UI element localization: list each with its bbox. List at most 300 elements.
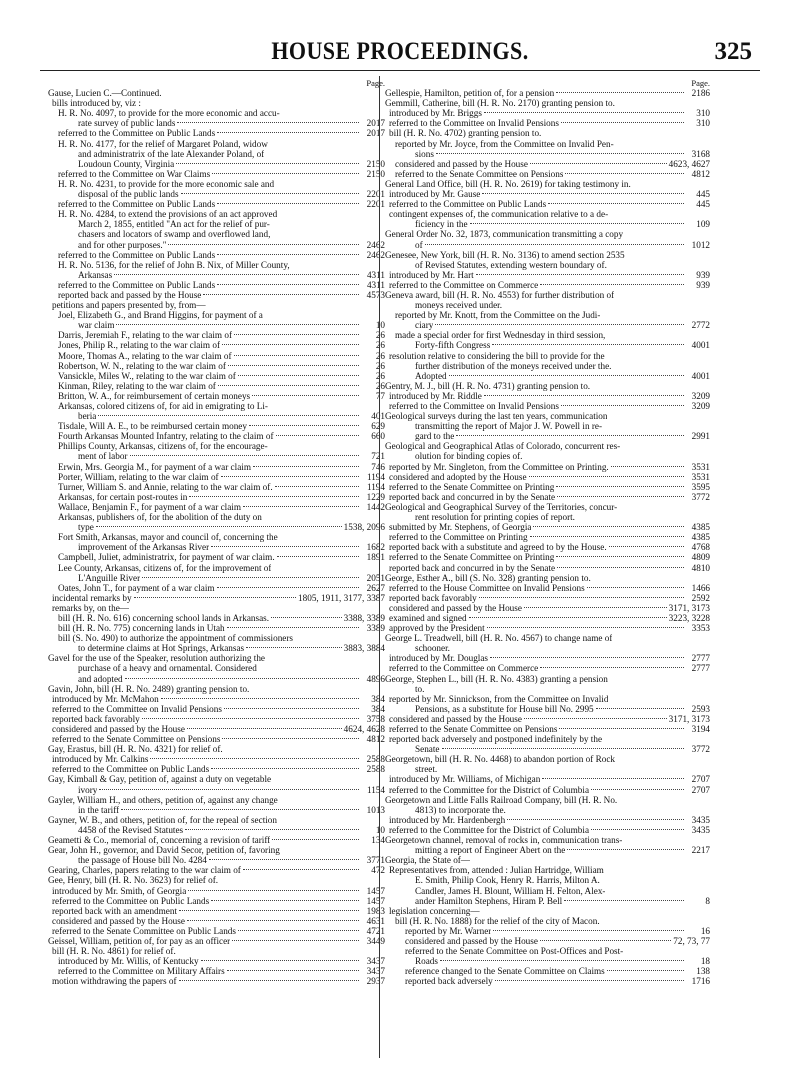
index-entry-text: of Revised Statutes, extending western boundary of.: [415, 259, 607, 270]
index-entry-text: referred to the Senate Committee on Printing: [389, 552, 555, 563]
dot-leader: [142, 712, 359, 719]
index-entry-text: Porter, William, relating to the war claim of: [58, 471, 219, 482]
dot-leader: [533, 520, 684, 527]
page-reference: 3595: [691, 481, 710, 492]
index-line: [48, 139, 385, 149]
page-reference: 310: [696, 108, 710, 119]
index-entry-text: reported back adversely and postponed indefinitely by the: [389, 734, 603, 745]
index-entry-text: Britton, W. A., for reimbursement of certain moneys: [58, 390, 251, 401]
page-reference: 3449: [366, 935, 385, 946]
index-line: [385, 684, 710, 694]
index-entry-text: schooner.: [415, 643, 450, 654]
dot-leader: [507, 813, 684, 820]
page-reference: 4812: [691, 168, 710, 179]
dot-leader: [271, 611, 342, 618]
index-entry-text: Tisdale, Will A. E., to be reimbursed certain money: [58, 421, 247, 432]
dot-leader: [530, 530, 684, 537]
index-entry-text: Geological and Geographical Survey of the Territories, concur-: [385, 501, 618, 512]
dot-leader: [249, 419, 359, 426]
index-entry-text: of: [415, 239, 423, 250]
page-reference: 3171, 3173: [668, 713, 710, 724]
index-entry-text: E. Smith, Philip Cook, Henry R. Harris, Milton A.: [415, 875, 600, 886]
page-reference: 4624, 4628: [343, 724, 385, 734]
index-entry-text: Darris, Jeremiah F., relating to the war claim of: [58, 330, 233, 341]
index-entry-text: chasers and locators of swamp and overflowed land,: [78, 229, 271, 240]
index-entry-text: further distribution of the moneys received under the.: [415, 360, 612, 371]
page-reference: 939: [696, 269, 710, 280]
page-reference: 1457: [366, 895, 385, 906]
index-line: [385, 250, 710, 260]
dot-leader: [142, 571, 359, 578]
index-entry-text: Georgetown and Little Falls Railroad Company, bill (H. R. No.: [385, 794, 618, 805]
dot-leader: [116, 318, 359, 325]
page-reference: 3171, 3173: [668, 602, 710, 613]
index-entry-text: reported by Mr. Joyce, from the Committee on Invalid Pen-: [395, 138, 614, 149]
index-entry-text: referred to the Committee on War Claims: [58, 168, 211, 179]
page-reference: 4812: [366, 734, 385, 745]
page-reference: 77: [375, 390, 385, 401]
index-entry-text: ciary: [415, 320, 434, 331]
dot-leader: [565, 167, 684, 174]
index-entry-text: referred to the Committee on Commerce: [389, 279, 539, 290]
page-title: HOUSE PROCEEDINGS.: [271, 38, 529, 65]
index-entry-text: transmitting the report of Major J. W. Powell in re-: [415, 421, 603, 432]
page-reference: 1891: [366, 552, 385, 563]
index-entry-text: referred to the Committee on Invalid Pensions: [52, 703, 222, 714]
dot-leader: [222, 338, 359, 345]
index-line: [385, 865, 710, 875]
index-entry-text: Gavin, John, bill (H. R. No. 2489) granting pension to.: [48, 683, 250, 694]
index-entry-text: reported by Mr. Warner: [405, 925, 492, 936]
index-line: [48, 805, 385, 815]
index-entry-text: and adopted: [78, 673, 123, 684]
index-entry-text: Candler, James H. Blount, William H. Felton, Alex-: [415, 885, 606, 896]
index-line: [48, 199, 385, 209]
index-line: [48, 552, 385, 562]
dot-leader: [177, 116, 359, 123]
index-entry-text: Senate: [415, 744, 440, 755]
page-reference: 721: [371, 451, 385, 462]
index-entry-text: Geneva award, bill (H. R. No. 4553) for further distribution of: [385, 289, 615, 300]
index-line: [385, 674, 710, 684]
index-line: [385, 896, 710, 906]
right-column: [385, 78, 710, 1058]
dot-leader: [224, 702, 359, 709]
index-line: [385, 169, 710, 179]
index-line: [48, 290, 385, 300]
page-reference: 2201: [366, 199, 385, 210]
dot-leader: [238, 924, 359, 931]
index-line: [385, 320, 710, 330]
index-entry-text: March 2, 1855, entitled "An act for the relief of pur-: [78, 219, 270, 230]
index-entry-text: H. R. No. 5136, for the relief of John B. Nix, of Miller County,: [58, 259, 290, 270]
index-entry-text: referred to the Committee on Invalid Pensions: [389, 118, 559, 129]
index-entry-text: H. R. No. 4231, to provide for the more economic sale and: [58, 178, 275, 189]
index-entry-text: introduced by Mr. Gause: [389, 189, 481, 200]
index-entry-text: considered and passed by the House: [405, 935, 538, 946]
dot-leader: [211, 540, 359, 547]
index-line: [48, 88, 385, 98]
dot-leader: [436, 147, 684, 154]
index-entry-text: Gemmill, Catherine, bill (H. R. No. 2170) granting pension to.: [385, 98, 615, 109]
page-reference: 2593: [691, 703, 710, 714]
page-reference: 1154: [366, 784, 385, 795]
index-line: [385, 563, 710, 573]
page-reference: 939: [696, 279, 710, 290]
dot-leader: [232, 934, 359, 941]
page-reference: 3209: [691, 401, 710, 411]
page-column-label: Page.: [366, 78, 385, 88]
index-entry-text: referred to the House Committee on Invalid Pensions: [389, 582, 585, 593]
page-reference: 2772: [691, 320, 710, 331]
page-reference: 1194: [366, 471, 385, 482]
dot-leader: [524, 712, 667, 719]
page-reference: 2462: [366, 249, 385, 260]
index-entry-text: introduced by Mr. Douglas: [389, 653, 489, 664]
index-entry-text: the passage of House bill No. 4284: [78, 855, 207, 866]
index-line: [48, 522, 385, 532]
index-entry-text: Turner, William S. and Annie, relating to the war claim of.: [58, 481, 273, 492]
dot-leader: [591, 823, 684, 830]
dot-leader: [493, 924, 684, 931]
dot-leader: [99, 783, 359, 790]
index-line: [385, 290, 710, 300]
dot-leader: [524, 601, 667, 608]
index-entry-text: General Order No. 32, 1873, communication transmitting a copy: [385, 229, 624, 240]
page-reference: 2017: [366, 118, 385, 129]
index-line: [385, 351, 710, 361]
dot-leader: [201, 954, 359, 961]
index-line: [385, 300, 710, 310]
page-reference: 3435: [691, 814, 710, 825]
index-entry-text: Kinman, Riley, relating to the war claim of: [58, 380, 216, 391]
page-reference: 10: [375, 320, 385, 331]
index-entry-text: sions: [415, 148, 434, 159]
dot-leader: [277, 550, 359, 557]
dot-leader: [607, 964, 684, 971]
dot-leader: [228, 359, 359, 366]
index-entry-text: mitting a report of Engineer Abert on the: [415, 845, 566, 856]
index-entry-text: referred to the Senate Committee on Printing: [389, 481, 555, 492]
dot-leader: [212, 167, 359, 174]
index-entry-text: Moore, Thomas A., relating to the war claim of: [58, 350, 232, 361]
page-reference: 629: [371, 421, 385, 432]
index-entry-text: referred to the Committee on Commerce: [389, 663, 539, 674]
page-reference: 18: [700, 956, 710, 967]
dot-leader: [556, 86, 684, 93]
index-entry-text: Representatives from, attended : Julian Hartridge, William: [389, 865, 604, 876]
index-entry-text: Forty-fifth Congress: [415, 340, 491, 351]
dot-leader: [490, 651, 684, 658]
dot-leader: [211, 894, 359, 901]
page-reference: 2201: [366, 189, 385, 200]
index-line: [385, 724, 710, 734]
index-entry-text: Joel, Elizabeth G., and Brand Higgins, for payment of a: [58, 310, 263, 321]
dot-leader: [121, 803, 359, 810]
index-entry-text: submitted by Mr. Stephens, of Georgia: [389, 522, 532, 533]
index-line: [48, 209, 385, 219]
index-entry-text: considered and passed by the House: [395, 158, 528, 169]
index-entry-text: bill (H. R. No. 616) concerning school lands in Arkansas.: [58, 612, 270, 623]
page-reference: 1538, 2096: [343, 522, 385, 533]
page-reference: 384: [371, 703, 385, 714]
dot-leader: [176, 157, 359, 164]
dot-leader: [530, 157, 667, 164]
index-line: [385, 785, 710, 795]
index-entry-text: ment of labor: [78, 451, 128, 462]
dot-leader: [187, 914, 359, 921]
dot-leader: [275, 480, 359, 487]
index-entry-text: referred to the Committee for the District of Columbia: [389, 784, 590, 795]
index-entry-text: rate survey of public lands: [78, 118, 176, 129]
index-entry-text: H. R. No. 4097, to provide for the more economic and accu-: [58, 108, 280, 119]
index-entry-text: Gearing, Charles, papers relating to the war claim of: [48, 865, 241, 876]
index-line: [48, 835, 385, 845]
dot-leader: [187, 722, 342, 729]
index-line: [48, 98, 385, 108]
page-reference: 2051: [366, 572, 385, 583]
index-entry-text: introduced by Mr. Willis, of Kentucky: [58, 956, 199, 967]
page-reference: 445: [696, 199, 710, 210]
index-line: [48, 391, 385, 401]
index-line: [48, 865, 385, 875]
index-entry-text: referred to the Committee on Public Lands: [389, 199, 547, 210]
page-reference: 26: [375, 380, 385, 391]
dot-leader: [561, 399, 684, 406]
dot-leader: [482, 187, 684, 194]
index-entry-text: Fort Smith, Arkansas, mayor and council of, concerning the: [58, 532, 278, 543]
page-reference: 1457: [366, 885, 385, 896]
index-line: [385, 825, 710, 835]
dot-leader: [442, 742, 685, 749]
page-reference: 4001: [691, 370, 710, 381]
index-line: [48, 219, 385, 229]
page-reference: 1012: [691, 239, 710, 250]
index-line: [48, 78, 385, 88]
index-line: [48, 785, 385, 795]
page-reference: 1716: [691, 976, 710, 987]
page-reference: 2588: [366, 764, 385, 775]
dot-leader: [469, 611, 667, 618]
index-line: [48, 623, 385, 633]
header-rule: [40, 70, 760, 71]
page-reference: 1682: [366, 542, 385, 553]
index-entry-text: referred to the Committee on Military Affairs: [58, 966, 225, 977]
index-entry-text: beria: [78, 411, 97, 422]
index-entry-text: improvement of the Arkansas River: [78, 542, 210, 553]
page-reference: 4768: [691, 542, 710, 553]
page-reference: 2991: [691, 431, 710, 442]
dot-leader: [540, 278, 684, 285]
dot-leader: [179, 904, 359, 911]
page-reference: 4311: [366, 279, 385, 290]
dot-leader: [272, 833, 359, 840]
index-line: [385, 340, 710, 350]
index-entry-text: Georgetown channel, removal of rocks in, communication trans-: [385, 835, 623, 846]
index-entry-text: Lee County, Arkansas, citizens of, for the improvement of: [58, 562, 272, 573]
index-entry-text: Loudoun County, Virginia: [78, 158, 175, 169]
index-entry-text: 4458 of the Revised Statutes: [78, 824, 184, 835]
index-entry-text: in the tariff: [78, 804, 120, 815]
dot-leader: [98, 409, 359, 416]
index-entry-text: ficiency in the: [415, 219, 468, 230]
index-entry-text: referred to the Committee on Printing: [389, 532, 528, 543]
index-entry-text: referred to the Committee on Invalid Pensions: [389, 401, 559, 411]
dot-leader: [540, 934, 671, 941]
page-reference: 26: [375, 370, 385, 381]
dot-leader: [234, 349, 359, 356]
index-entry-text: contingent expenses of, the communication relative to a de-: [389, 209, 609, 220]
index-entry-text: ivory: [78, 784, 98, 795]
page-reference: 3435: [691, 824, 710, 835]
dot-leader: [557, 490, 684, 497]
dot-leader: [484, 389, 684, 396]
dot-leader: [217, 126, 359, 133]
page-column-label: Page.: [691, 78, 710, 88]
index-entry-text: referred to the Senate Committee on Pensions: [395, 168, 564, 179]
dot-leader: [567, 843, 684, 850]
index-entry-text: olution for binding copies of.: [415, 451, 523, 462]
index-line: [48, 593, 385, 603]
index-entry-text: Wallace, Benjamin F., for payment of a war claim: [58, 501, 241, 512]
page-number: 325: [714, 38, 752, 65]
index-entry-text: referred to the Committee on Public Lands: [58, 199, 216, 210]
index-entry-text: Geological and Geographical Atlas of Colorado, concurrent res-: [385, 441, 621, 452]
index-entry-text: Gause, Lucien C.—Continued.: [48, 88, 162, 99]
index-line: [385, 280, 710, 290]
index-line: [48, 764, 385, 774]
index-entry-text: and administratrix of the late Alexander Poland, of: [78, 148, 265, 159]
page-reference: 3772: [691, 491, 710, 502]
index-entry-text: George, Stephen L., bill (H. R. No. 4383) granting a pension: [385, 673, 608, 684]
index-entry-text: introduced by Mr. Hardenbergh: [389, 814, 506, 825]
page-reference: 384: [371, 693, 385, 704]
page-reference: 310: [696, 118, 710, 129]
dot-leader: [440, 954, 684, 961]
index-entry-text: referred to the Senate Committee on Pensions: [389, 724, 558, 734]
index-entry-text: disposal of the public lands: [78, 189, 179, 200]
index-entry-text: Arkansas, publishers of, for the abolition of the duty on: [58, 512, 262, 523]
dot-leader: [168, 238, 359, 245]
index-entry-text: Adopted: [415, 370, 447, 381]
dot-leader: [556, 550, 684, 557]
index-entry-text: to.: [415, 683, 425, 694]
index-entry-text: Phillips County, Arkansas, citizens of, for the encourage-: [58, 441, 268, 452]
index-entry-text: reported back and passed by the House: [58, 289, 202, 300]
index-entry-text: type: [78, 522, 94, 533]
page-reference: 3209: [691, 390, 710, 401]
dot-leader: [217, 197, 359, 204]
page-reference: 4810: [691, 562, 710, 573]
dot-leader: [479, 591, 684, 598]
index-entry-text: bills introduced by, viz :: [52, 98, 141, 109]
page-reference: 134: [371, 835, 385, 846]
index-line: [385, 431, 710, 441]
page-reference: 1194: [366, 481, 385, 492]
page-reference: 4573: [366, 289, 385, 300]
index-line: [385, 199, 710, 209]
dot-leader: [209, 853, 359, 860]
dot-leader: [456, 429, 684, 436]
page-reference: 4631: [366, 915, 385, 926]
page-reference: 3531: [691, 461, 710, 472]
index-entry-text: Georgetown, bill (H. R. No. 4468) to abandon portion of Rock: [385, 754, 615, 765]
page-reference: 3389: [366, 623, 385, 634]
page-reference: 4896: [366, 673, 385, 684]
index-entry-text: referred to the Committee on Public Lands: [52, 895, 210, 906]
index-line: [48, 653, 385, 663]
page-reference: 4809: [691, 552, 710, 563]
dot-leader: [276, 429, 359, 436]
page-reference: 2462: [366, 239, 385, 250]
index-line: [385, 492, 710, 502]
dot-leader: [559, 722, 684, 729]
page-reference: 4311: [366, 269, 385, 280]
index-line: [48, 502, 385, 512]
index-entry-text: referred to the Committee on Public Lands: [52, 764, 210, 775]
index-entry-text: Erwin, Mrs. Georgia M., for payment of a war claim: [58, 461, 251, 472]
index-entry-text: Vansickle, Miles W., relating to the war claim of: [58, 370, 236, 381]
dot-leader: [587, 581, 684, 588]
page-reference: 10: [375, 824, 385, 835]
index-entry-text: gard to the: [415, 431, 455, 442]
index-line: [385, 502, 710, 512]
index-entry-text: and for other purposes.": [78, 239, 167, 250]
page-reference: 138: [696, 966, 710, 977]
index-line: [48, 734, 385, 744]
index-entry-text: referred to the Committee on Public Lands: [58, 128, 216, 139]
dot-leader: [435, 318, 684, 325]
page-reference: 2707: [691, 784, 710, 795]
index-line: [385, 240, 710, 250]
index-entry-text: reported by Mr. Singleton, from the Committee on Printing.: [389, 461, 609, 472]
index-entry-text: referred to the Senate Committee on Public Lands: [52, 925, 236, 936]
index-entry-text: H. R. No. 4284, to extend the provisions of an act approved: [58, 209, 278, 220]
index-entry-text: legislation concerning—: [389, 905, 480, 916]
index-entry-text: Fourth Arkansas Mounted Infantry, relating to the claim of: [58, 431, 274, 442]
index-entry-text: George L. Treadwell, bill (H. R. No. 4567) to change name of: [385, 633, 613, 644]
page-reference: 4385: [691, 532, 710, 543]
index-entry-text: introduced by Mr. Briggs: [389, 108, 482, 119]
index-entry-text: Gentry, M. J., bill (H. R. No. 4731) granting pension to.: [385, 380, 591, 391]
index-entry-text: H. R. No. 4177, for the relief of Margaret Poland, widow: [58, 138, 268, 149]
index-entry-text: introduced by Mr. Smith, of Georgia: [52, 885, 187, 896]
index-entry-text: referred to the Committee for the District of Columbia: [389, 824, 590, 835]
index-entry-text: Campbell, Juliet, administratrix, for payment of war claim.: [58, 552, 275, 563]
index-entry-text: Arkansas: [78, 269, 113, 280]
page-reference: 445: [696, 189, 710, 200]
index-entry-text: referred to the Committee on Public Lands: [58, 279, 216, 290]
index-line: [48, 674, 385, 684]
index-entry-text: Oates, John T., for payment of a war claim: [58, 582, 215, 593]
index-entry-text: reported back and concurred in by the Senate: [389, 562, 556, 573]
page-reference: 3194: [691, 724, 710, 734]
page-reference: 4001: [691, 340, 710, 351]
index-line: [385, 623, 710, 633]
index-line: [385, 128, 710, 138]
dot-leader: [114, 268, 359, 275]
index-line: [48, 128, 385, 138]
index-entry-text: bill (H. R. No. 4861) for relief of.: [52, 946, 176, 957]
index-entry-text: introduced by Mr. Calkins: [52, 754, 149, 765]
index-line: [385, 219, 710, 229]
index-line: [385, 754, 710, 764]
dot-leader: [556, 480, 684, 487]
index-entry-text: reported back adversely: [405, 976, 493, 987]
page-reference: 1805, 1911, 3177, 3387: [298, 592, 385, 603]
index-entry-text: Jones, Philip R., relating to the war claim of: [58, 340, 221, 351]
page-header: [0, 38, 800, 72]
